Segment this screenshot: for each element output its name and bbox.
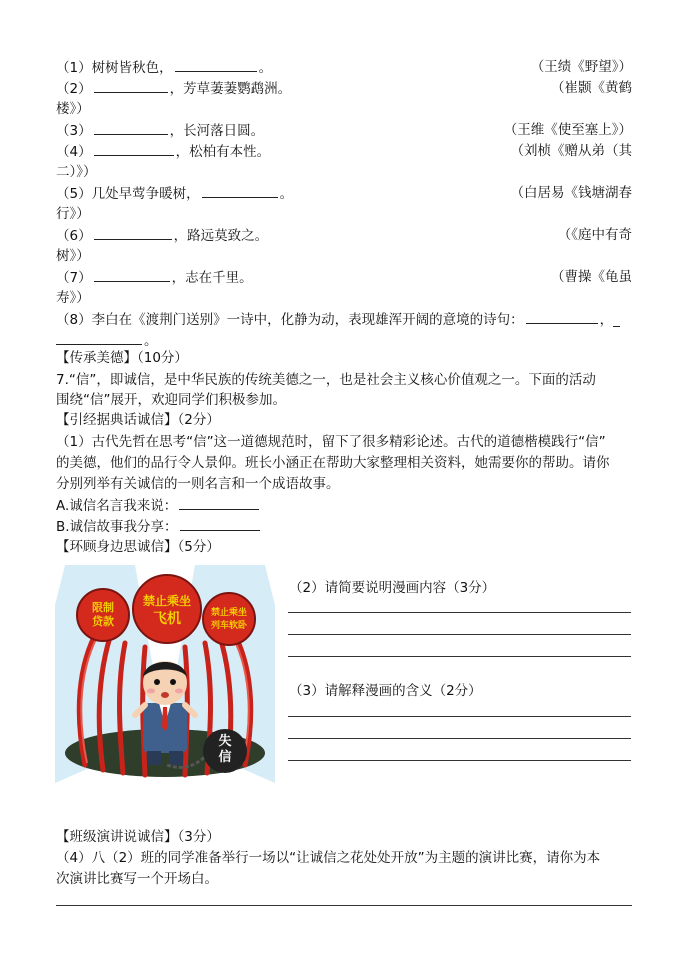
svg-text:列车软卧: 列车软卧 [210, 621, 248, 631]
poem-source: （白居易《钱塘湖春 [510, 185, 632, 201]
poem-source: 二）》） [56, 164, 97, 180]
poem-source: 树》） [56, 248, 90, 264]
sub1-a-line [56, 495, 632, 515]
poem-line-5 [56, 183, 632, 203]
q4-text-line-1: （4）八（2）班的同学准备举行一场以“让诚信之花处处开放”为主题的演讲比赛，请你为本 [56, 850, 601, 866]
poem-text: ，长河落日圆。 [169, 123, 265, 139]
poem-line-4 [56, 141, 632, 161]
poem-text: 。 [144, 333, 158, 349]
poem-text: 。 [279, 186, 294, 202]
q3-answer-line-3[interactable] [288, 760, 631, 761]
subsection-heading-2: 【环顾身边思诚信】（5分） [56, 539, 220, 555]
poem-source: （王维《使至塞上》） [503, 122, 632, 138]
q2-answer-line-3[interactable] [288, 656, 631, 657]
poem-text: ，路远莫致之。 [173, 228, 269, 244]
q7-intro-line-2: 围绕“信”展开，欢迎同学们积极参加。 [56, 392, 286, 408]
q3-answer-line-1[interactable] [288, 716, 631, 717]
poem-line-2-cont [56, 99, 632, 119]
weight-label-bottom: 信 [218, 750, 232, 765]
poem-line-3 [56, 120, 632, 140]
q4-text-line-2: 次演讲比赛写一个开场白。 [56, 871, 218, 887]
q2-answer-line-1[interactable] [288, 612, 631, 613]
poem-line-2 [56, 78, 632, 98]
sub1-text-line-1: （1）古代先哲在思考“信”这一道德规范时，留下了很多精彩论述。古代的道德楷模践行“信” [56, 434, 606, 450]
svg-text:禁止乘坐: 禁止乘坐 [210, 608, 248, 618]
sub1-a-label: A.诚信名言我来说： [56, 498, 178, 514]
answer-blank[interactable] [56, 330, 142, 345]
poem-text: ，松柏有本性。 [175, 144, 271, 160]
poem-text: 树树皆秋色， [91, 60, 173, 76]
poem-source: （曹操《龟虽 [551, 269, 632, 285]
poem-line-8 [56, 309, 632, 329]
item-number: （3） [56, 123, 92, 139]
q2-prompt: （2）请简要说明漫画内容（3分） [289, 580, 496, 596]
answer-blank[interactable] [526, 309, 598, 324]
item-number: （2） [56, 81, 92, 97]
q2-answer-line-2[interactable] [288, 634, 631, 635]
subsection-heading-1: 【引经据典话诚信】（2分） [56, 412, 220, 428]
weight-label-top: 失 [218, 734, 232, 749]
answer-blank[interactable] [202, 183, 278, 198]
poem-source: （《庭中有奇 [557, 227, 632, 243]
q4-answer-line[interactable] [56, 905, 632, 906]
poem-source: （刘桢《赠从弟（其 [510, 143, 632, 159]
svg-text:禁止乘坐: 禁止乘坐 [142, 594, 192, 608]
poem-text: 几处早莺争暖树， [91, 186, 200, 202]
svg-text:飞机: 飞机 [153, 611, 181, 627]
poem-line-6 [56, 225, 632, 245]
svg-text:限制: 限制 [92, 601, 114, 614]
sub1-text-line-2: 的美德，他们的品行令人景仰。班长小涵正在帮助大家整理相关资料，她需要你的帮助。请你 [56, 455, 610, 471]
svg-text:贷款: 贷款 [92, 615, 114, 628]
q7-intro-line-1: 7.“信”，即诚信，是中华民族的传统美德之一，也是社会主义核心价值观之一。下面的活动 [56, 372, 596, 388]
answer-blank[interactable] [94, 78, 168, 93]
ball-left [77, 589, 129, 641]
item-number: （1） [56, 60, 92, 76]
item-number: （5） [56, 186, 92, 202]
answer-blank[interactable] [94, 120, 168, 135]
poem-source: 寿》） [56, 290, 90, 306]
answer-blank[interactable] [94, 225, 172, 240]
item-number: （7） [56, 270, 92, 286]
sub1-text-line-3: 分别列举有关诚信的一则名言和一个成语故事。 [56, 476, 340, 492]
poem-text: 李白在《渡荆门送别》一诗中，化静为动，表现雄浑开阔的意境的诗句： [91, 312, 524, 328]
sub1-b-label: B.诚信故事我分享： [56, 519, 178, 535]
poem-source: （王绩《野望》） [530, 59, 632, 75]
poem-line-6-cont [56, 246, 632, 266]
answer-blank[interactable] [175, 57, 257, 72]
answer-blank[interactable] [94, 267, 170, 282]
poem-text: ，_ [599, 312, 620, 328]
q3-prompt: （3）请解释漫画的含义（2分） [289, 683, 482, 699]
answer-blank[interactable] [94, 141, 174, 156]
poem-source: （崔颢《黄鹤 [551, 80, 632, 96]
answer-blank[interactable] [180, 516, 260, 531]
item-number: （4） [56, 144, 92, 160]
answer-blank[interactable] [179, 495, 259, 510]
poem-line-4-cont [56, 162, 632, 182]
poem-line-1 [56, 57, 632, 77]
poem-line-5-cont [56, 204, 632, 224]
sub1-b-line [56, 516, 632, 536]
poem-text: ，芳草萋萋鹦鹉洲。 [169, 81, 292, 97]
poem-line-8-cont [56, 330, 632, 350]
cartoon-person [135, 661, 195, 765]
subsection-heading-3: 【班级演讲说诚信】（3分） [56, 829, 220, 845]
poem-line-7-cont [56, 288, 632, 308]
q3-answer-line-2[interactable] [288, 738, 631, 739]
poem-source: 楼》） [56, 101, 90, 117]
section-heading-inherit: 【传承美德】（10分） [56, 350, 188, 366]
item-number: （8） [56, 312, 92, 328]
poem-source: 行》） [56, 206, 90, 222]
ball-right [203, 593, 255, 645]
poem-text: ，志在千里。 [171, 270, 253, 286]
cartoon-illustration [55, 565, 275, 783]
item-number: （6） [56, 228, 92, 244]
ball-center [133, 575, 201, 643]
poem-text: 。 [258, 60, 273, 76]
poem-line-7 [56, 267, 632, 287]
